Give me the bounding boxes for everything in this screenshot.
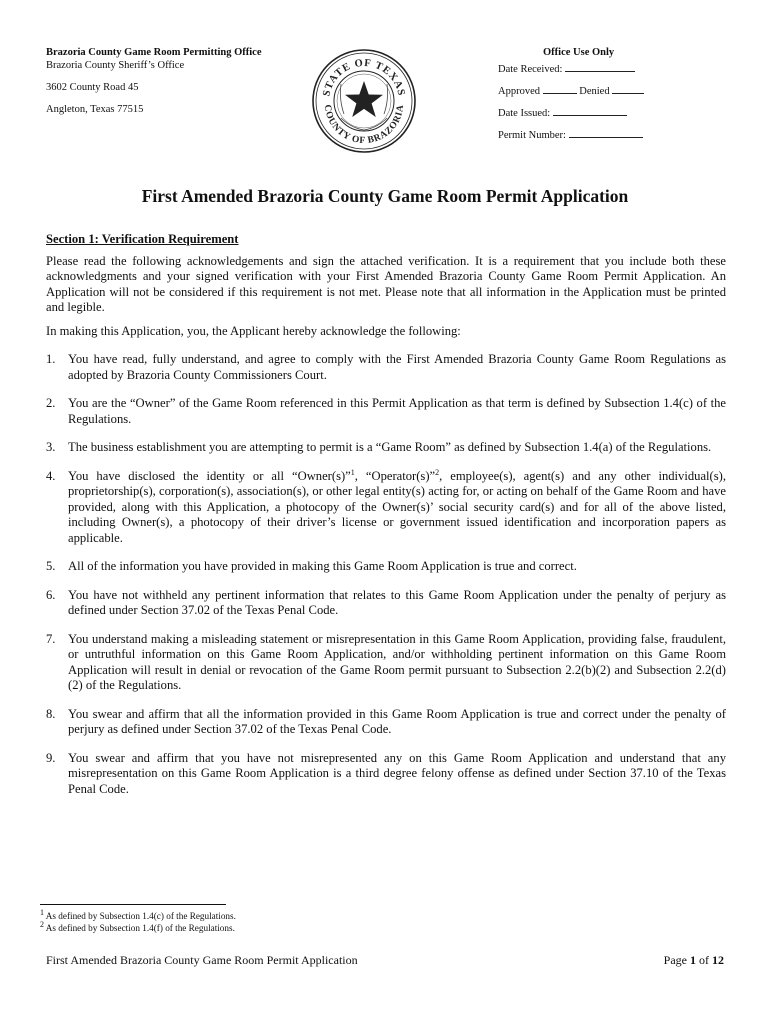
- list-item: 9. You swear and affirm that you have not misrepresented any on this Game Room Application and understand that any misrepresentation on this Game Room Application is a third degree felony offense as defined under Section 37.10 of the Texas Penal Code.: [46, 750, 726, 796]
- section-heading: Section 1: Verification Requirement: [46, 232, 239, 246]
- footnote-divider: [40, 904, 226, 905]
- section-1: [46, 232, 726, 810]
- address-line-1: 3602 County Road 45: [46, 82, 139, 93]
- approved-field[interactable]: [543, 83, 577, 94]
- date-received-field[interactable]: [565, 61, 635, 72]
- list-item: 1. You have read, fully understand, and agree to comply with the First Amended Brazoria County Game Room Regulations as adopted by Brazoria County Commissioners Court.: [46, 352, 726, 382]
- list-item: 4. You have disclosed the identity or all “Owner(s)”$^1$, “Operator(s)”$^2$, employee(s), agent(s) and any other individual(s), proprietorship(s), corporation(s), association(s), or other legal entity(s) acting for, or acting on behalf of the Game Room and have provided, along with this Application, a photocopy of the Owner(s)’ social security card(s) and for all of the above listed, including Owner(s), a photocopy of their driver’s license or government issued identification and incorporation papers as applicable.: [46, 467, 726, 545]
- acknowledgement-list: [46, 352, 726, 797]
- intro-paragraph: Please read the following acknowledgements and sign the attached verification. It is a requirement that you include both these acknowledgments and your signed verification with your First Amended Brazoria County Game Room Permit Application. An Application will not be considered if this requirement is not met. Please note that all information in the Application must be printed and legible.: [46, 253, 726, 314]
- list-item: 3. The business establishment you are attempting to permit is a “Game Room” as defined by Subsection 1.4(a) of the Regulations.: [46, 440, 712, 454]
- list-item: 5. All of the information you have provided in making this Game Room Application is true and correct.: [46, 559, 577, 573]
- footnote-2: $^2$ As defined by Subsection 1.4(f) of the Regulations.: [40, 919, 235, 933]
- permit-number-field[interactable]: [569, 127, 643, 138]
- approved-label: Approved: [498, 86, 540, 97]
- address-line-2: Angleton, Texas 77515: [46, 104, 144, 115]
- list-item: 7. You understand making a misleading statement or misrepresentation in this Game Room Application, providing false, fraudulent, or untruthful information on this Game Room Application, and/or withholding pertinent information on this Game Room Application will result in denial or revocation of the Game Room permit pursuant to Subsection 2.2(b)(2) and Subsection 2.2(d)(2) of the Regulations.: [46, 631, 726, 692]
- footnote-ref: 1: [350, 467, 355, 477]
- footnote-1: $^1$ As defined by Subsection 1.4(c) of the Regulations.: [40, 907, 236, 921]
- county-seal-logo: [311, 48, 417, 154]
- footnote-ref: 2: [435, 467, 440, 477]
- org-name: Brazoria County Game Room Permitting Office: [46, 47, 262, 58]
- svg-text:COUNTY OF BRAZORIA: COUNTY OF BRAZORIA: [321, 104, 407, 147]
- approval-row: [498, 83, 698, 105]
- issuer-address-block: [46, 46, 286, 116]
- permit-number-label: Permit Number:: [498, 130, 566, 141]
- office-name: Brazoria County Sheriff’s Office: [46, 60, 185, 71]
- footer-document-title: First Amended Brazoria County Game Room Permit Application: [46, 953, 358, 967]
- date-received-label: Date Received:: [498, 64, 563, 75]
- page-number: Page 1 of 12: [663, 953, 724, 967]
- list-item: 6. You have not withheld any pertinent information that relates to this Game Room Application under the penalty of perjury as defined under Section 37.02 of the Texas Penal Code.: [46, 587, 726, 617]
- denied-field[interactable]: [612, 83, 644, 94]
- date-issued-field[interactable]: [553, 105, 627, 116]
- office-use-block: [498, 46, 698, 149]
- lead-paragraph: In making this Application, you, the Applicant hereby acknowledge the following:: [46, 323, 461, 338]
- date-issued-label: Date Issued:: [498, 108, 551, 119]
- list-item: 8. You swear and affirm that all the information provided in this Game Room Application is true and correct under the penalty of perjury as defined under Section 37.02 of the Texas Penal Code.: [46, 706, 726, 736]
- denied-label: Denied: [579, 86, 610, 97]
- office-use-title: Office Use Only: [543, 47, 615, 58]
- document-title: First Amended Brazoria County Game Room Permit Application: [141, 186, 629, 206]
- permit-number-row: [498, 127, 698, 149]
- list-item: 2. You are the “Owner” of the Game Room referenced in this Permit Application as that term is defined by Subsection 1.4(c) of the Regulations.: [46, 396, 726, 426]
- footnotes: [40, 907, 236, 934]
- date-issued-row: [498, 105, 698, 127]
- svg-text:STATE OF TEXAS: STATE OF TEXAS: [321, 57, 407, 98]
- date-received-row: [498, 61, 698, 83]
